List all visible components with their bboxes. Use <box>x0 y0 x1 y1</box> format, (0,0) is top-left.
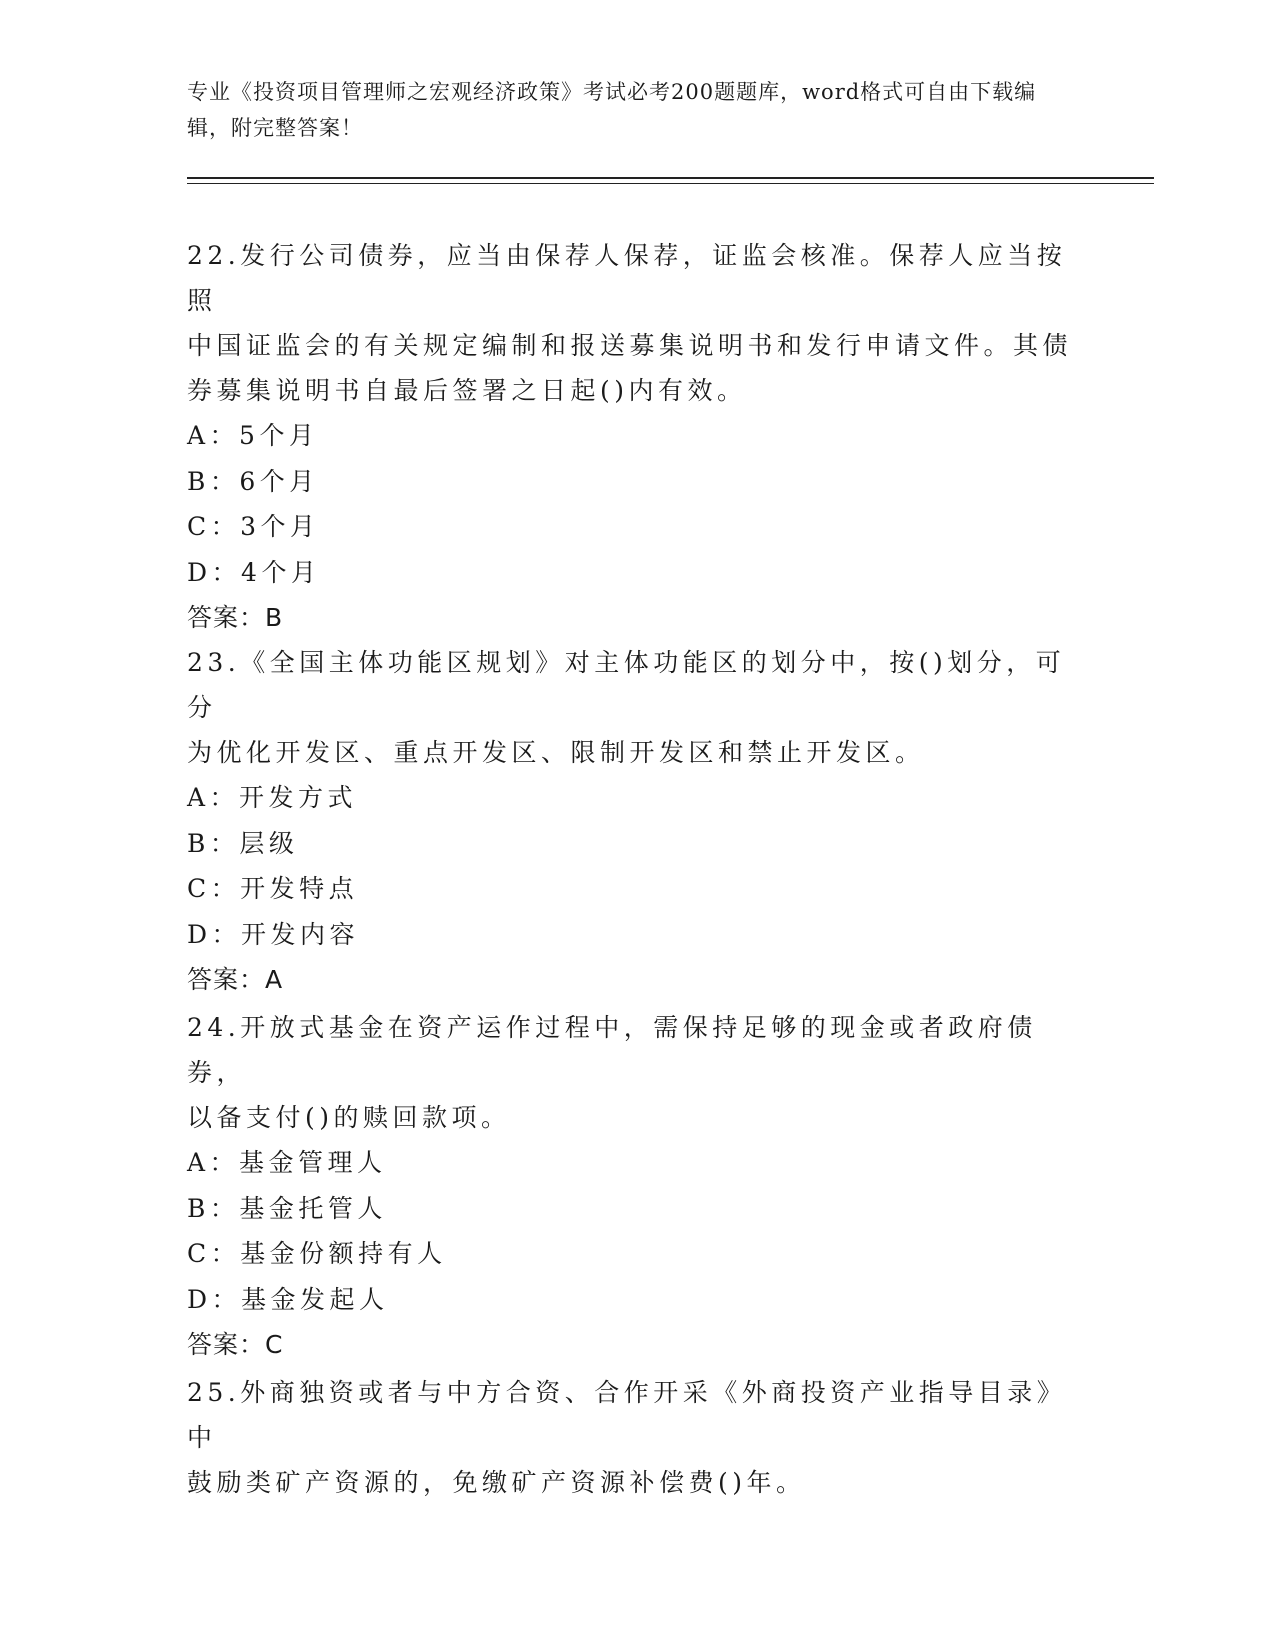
option-a: A：基金管理人 <box>187 1148 387 1177</box>
header-divider-thin <box>187 183 1154 184</box>
option-b: B：基金托管人 <box>187 1193 387 1223</box>
question-stem-line: 25.外商独资或者与中方合资、合作开采《外商投资产业指导目录》中 <box>187 1378 1067 1452</box>
question-stem-line: 鼓励类矿产资源的，免缴矿产资源补偿费()年。 <box>187 1468 806 1497</box>
option-c: C：开发特点 <box>187 874 359 903</box>
option-c: C：3个月 <box>187 512 320 541</box>
page-header: 专业《投资项目管理师之宏观经济政策》考试必考200题题库，word格式可自由下载编辑，附完整答案！ <box>187 80 1037 140</box>
answer-line: 答案：B <box>187 603 284 632</box>
answer-line: 答案：C <box>187 1330 284 1359</box>
question-22 <box>187 233 1087 641</box>
question-stem-line: 22.发行公司债券，应当由保荐人保荐，证监会核准。保荐人应当按照 <box>187 241 1067 315</box>
question-stem-line: 24.开放式基金在资产运作过程中，需保持足够的现金或者政府债券， <box>187 1013 1037 1087</box>
option-d: D：基金发起人 <box>187 1284 389 1314</box>
question-24 <box>187 1005 1087 1368</box>
option-c: C：基金份额持有人 <box>187 1239 447 1268</box>
question-stem-line: 中国证监会的有关规定编制和报送募集说明书和发行申请文件。其债 <box>187 331 1073 360</box>
option-b: B：6个月 <box>187 466 319 496</box>
question-stem-line: 为优化开发区、重点开发区、限制开发区和禁止开发区。 <box>187 738 925 767</box>
option-b: B：层级 <box>187 828 299 858</box>
question-stem-line: 23.《全国主体功能区规划》对主体功能区的划分中，按()划分，可分 <box>187 648 1066 722</box>
header-divider-thick <box>187 177 1154 179</box>
answer-line: 答案：A <box>187 965 284 994</box>
option-a: A：5个月 <box>187 421 319 450</box>
question-stem-line: 券募集说明书自最后签署之日起()内有效。 <box>187 376 747 405</box>
question-23 <box>187 640 1087 1003</box>
question-25 <box>187 1370 1087 1505</box>
option-a: A：开发方式 <box>187 783 358 812</box>
option-d: D：开发内容 <box>187 919 360 949</box>
option-d: D：4个月 <box>187 557 321 587</box>
question-stem-line: 以备支付()的赎回款项。 <box>187 1103 511 1132</box>
